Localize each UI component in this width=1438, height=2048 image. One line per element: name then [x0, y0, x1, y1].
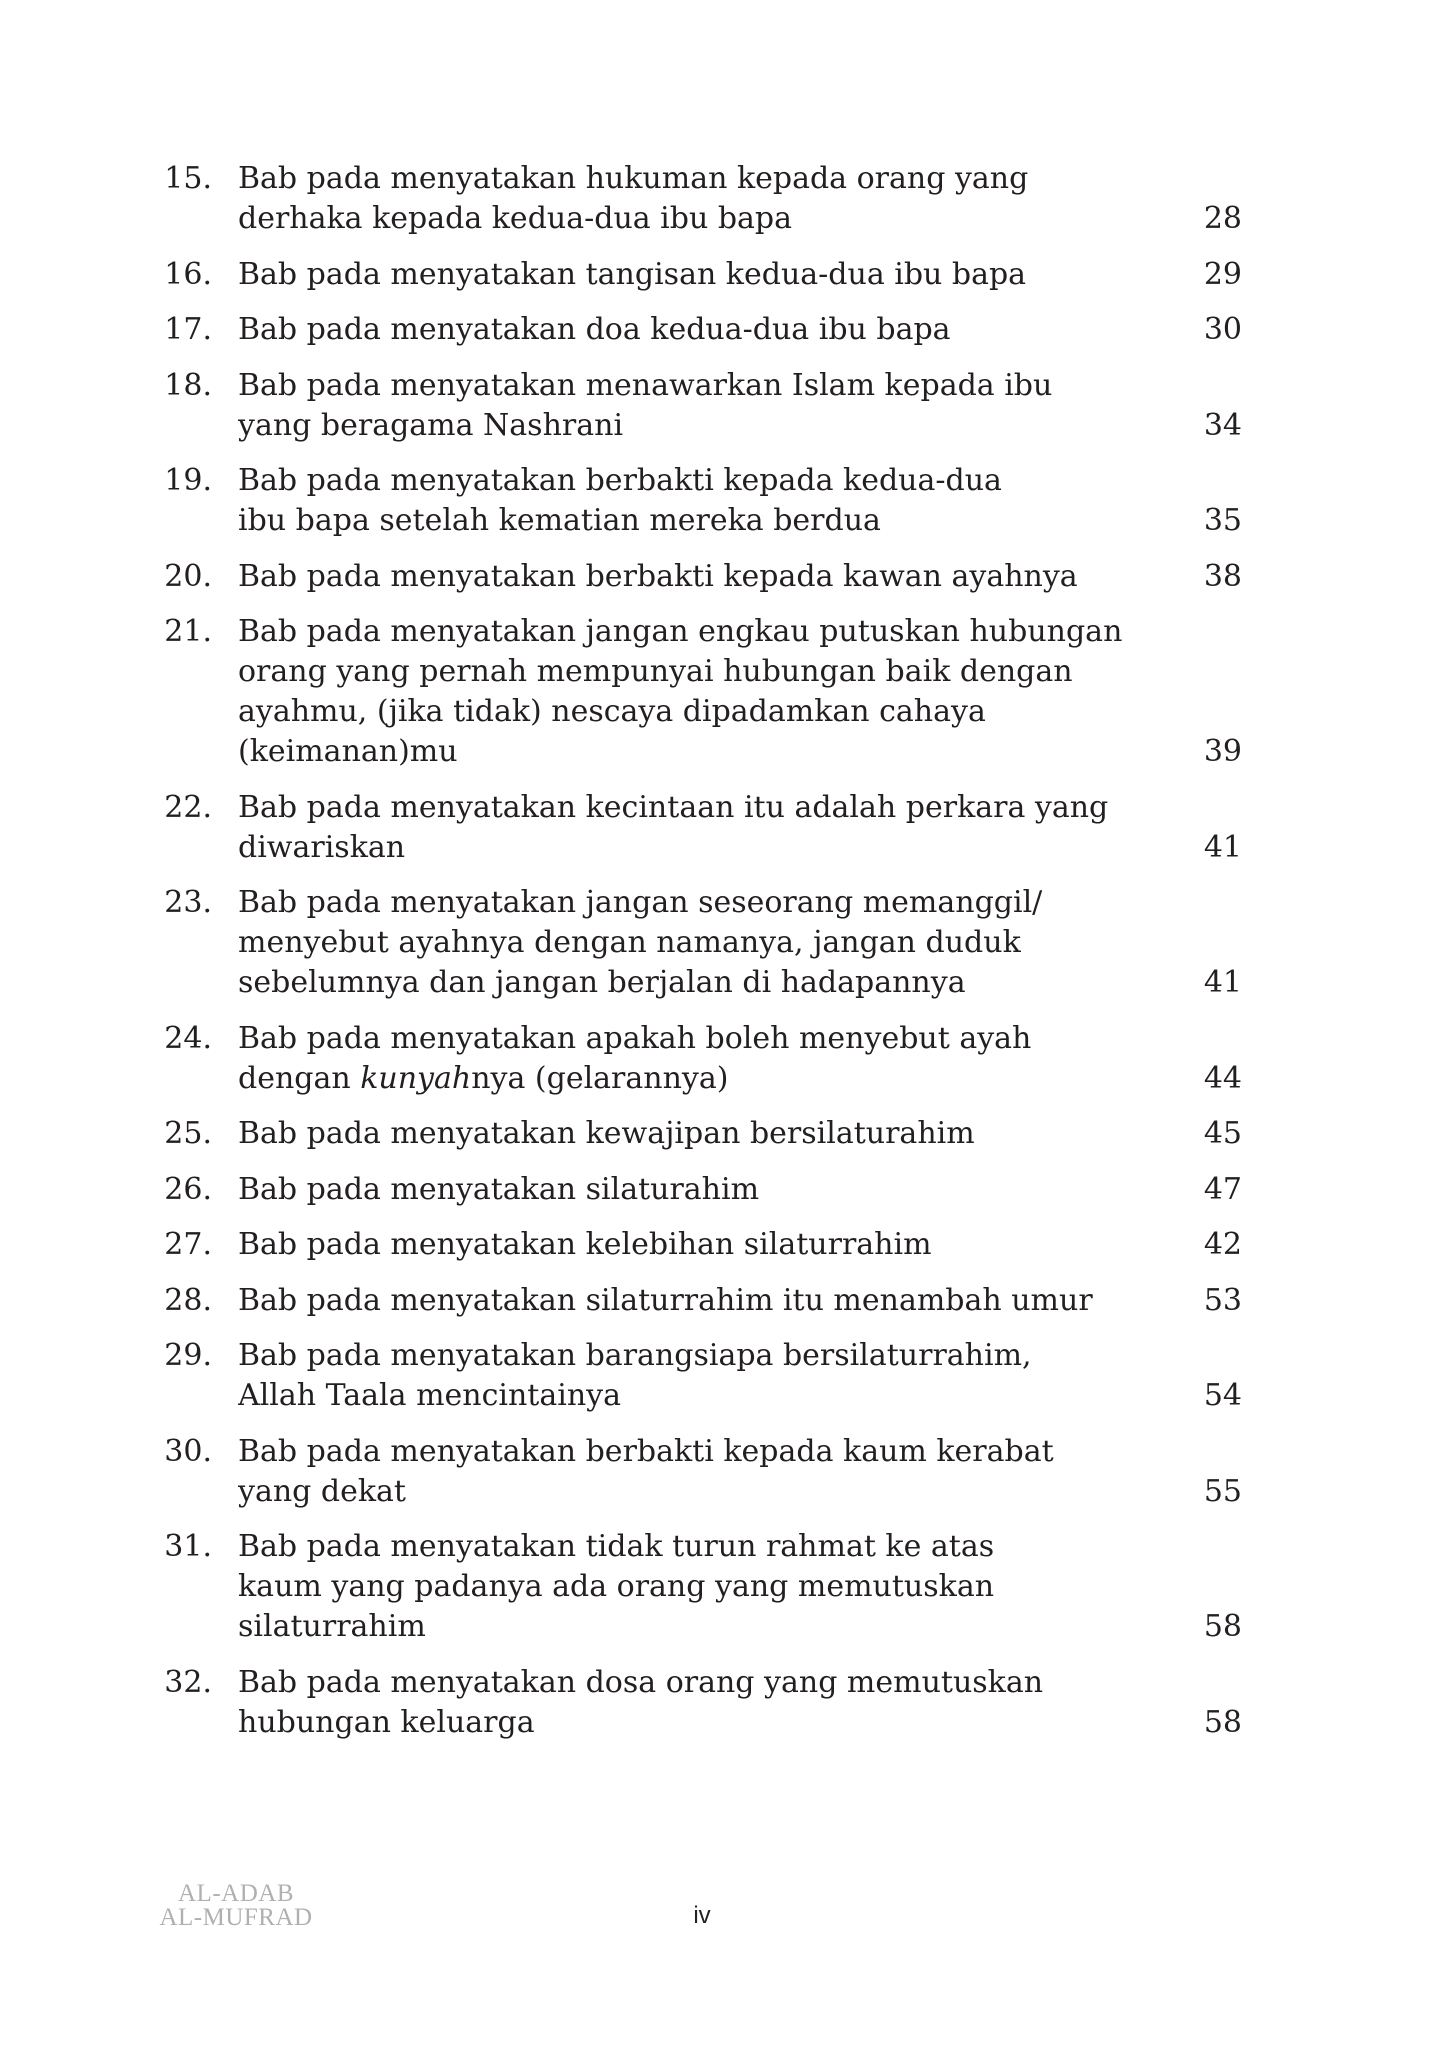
toc-entry: [154, 255, 1242, 295]
entry-page-number: 53: [1203, 1282, 1242, 1318]
toc-entry: [154, 1225, 1242, 1265]
book-title-logo: [141, 1882, 331, 1930]
toc-entry: [154, 557, 1242, 597]
entry-page-number: 30: [1203, 312, 1242, 347]
entry-page-number: 58: [1203, 1609, 1242, 1644]
entry-number: 18.: [164, 367, 212, 403]
entry-title: [238, 255, 1162, 295]
entry-page-number: 29: [1203, 256, 1242, 292]
entry-number: 22.: [164, 789, 212, 825]
entry-number: 17.: [164, 312, 212, 347]
entry-number: 21.: [164, 614, 212, 649]
entry-title-line: Bab pada menyatakan tangisan kedua-dua ibu bapa: [238, 256, 1027, 292]
entry-title-line: Bab pada menyatakan doa kedua-dua ibu bapa: [238, 312, 951, 347]
entry-title-line: menyebut ayahnya dengan namanya, jangan duduk: [238, 925, 1021, 960]
entry-title-line: Bab pada menyatakan silaturahim: [238, 1171, 760, 1207]
title-segment: dengan: [238, 1060, 361, 1096]
entry-title-line: Bab pada menyatakan jangan engkau putuskan hubungan: [238, 614, 1123, 649]
entry-title: [238, 1432, 1162, 1512]
entry-title-line: Bab pada menyatakan berbakti kepada kaum kerabat: [238, 1433, 1054, 1469]
entry-title: [238, 1336, 1162, 1416]
entry-title: [238, 159, 1162, 239]
entry-title: [238, 612, 1162, 772]
entry-title-line: derhaka kepada kedua-dua ibu bapa: [238, 201, 793, 236]
entry-page-number: 34: [1203, 407, 1242, 443]
entry-title: [238, 1114, 1162, 1154]
title-segment: nya (gelarannya): [471, 1060, 729, 1096]
entry-number: 32.: [164, 1664, 212, 1700]
entry-title: [238, 461, 1162, 541]
entry-title-line: ibu bapa setelah kematian mereka berdua: [238, 503, 881, 538]
entry-title-line: hubungan keluarga: [238, 1704, 535, 1740]
entry-title-line: [238, 1059, 1162, 1099]
entry-page-number: 35: [1203, 503, 1242, 538]
page-number: iv: [693, 1902, 711, 1929]
entry-number: 23.: [164, 885, 212, 920]
entry-page-number: 54: [1203, 1378, 1242, 1413]
toc-entry: [154, 1170, 1242, 1210]
toc-entry: [154, 1019, 1242, 1099]
entry-title-line: Allah Taala mencintainya: [238, 1378, 621, 1413]
entry-title: [238, 310, 1162, 350]
entry-title: [238, 1281, 1162, 1321]
entry-title-line: silaturrahim: [238, 1609, 426, 1644]
entry-number: 30.: [164, 1433, 212, 1469]
entry-page-number: 38: [1203, 558, 1242, 594]
logo-line-2: AL-MUFRAD: [159, 1904, 313, 1931]
entry-page-number: 47: [1203, 1171, 1242, 1207]
entry-number: 19.: [164, 463, 212, 498]
entry-page-number: 44: [1203, 1060, 1242, 1096]
entry-title-line: sebelumnya dan jangan berjalan di hadapannya: [238, 965, 966, 1000]
entry-title-line: (keimanan)mu: [238, 734, 458, 769]
entry-number: 31.: [164, 1529, 212, 1564]
toc-entry: [154, 1114, 1242, 1154]
toc-entry: [154, 310, 1242, 350]
entry-number: 24.: [164, 1020, 212, 1056]
entry-title: [238, 1527, 1162, 1647]
entry-title: [238, 557, 1162, 597]
toc-entry: [154, 1432, 1242, 1512]
entry-title-line: Bab pada menyatakan kecintaan itu adalah perkara yang: [238, 789, 1109, 825]
entry-page-number: 58: [1203, 1704, 1242, 1740]
entry-title: [238, 1019, 1162, 1099]
table-of-contents: [154, 159, 1242, 1758]
toc-entry: [154, 1281, 1242, 1321]
entry-title-line: Bab pada menyatakan dosa orang yang memutuskan: [238, 1664, 1044, 1700]
toc-entry: [154, 1527, 1242, 1647]
entry-title-line: orang yang pernah mempunyai hubungan baik dengan: [238, 654, 1073, 689]
entry-title-line: Bab pada menyatakan tidak turun rahmat ke atas: [238, 1529, 995, 1564]
entry-number: 20.: [164, 558, 212, 594]
entry-title: [238, 1170, 1162, 1210]
entry-number: 26.: [164, 1171, 212, 1207]
entry-title: [238, 883, 1162, 1003]
entry-page-number: 39: [1203, 734, 1242, 769]
entry-title-line: Bab pada menyatakan kewajipan bersilaturahim: [238, 1116, 975, 1151]
entry-title: [238, 788, 1162, 868]
entry-number: 16.: [164, 256, 212, 292]
entry-title-line: Bab pada menyatakan silaturrahim itu menambah umur: [238, 1282, 1093, 1318]
entry-title: [238, 366, 1162, 446]
entry-title-line: Bab pada menyatakan jangan seseorang memanggil/: [238, 885, 1043, 920]
toc-entry: [154, 159, 1242, 239]
entry-title-line: yang beragama Nashrani: [238, 407, 624, 443]
entry-title: [238, 1663, 1162, 1743]
entry-title-line: Bab pada menyatakan apakah boleh menyebut ayah: [238, 1020, 1032, 1056]
entry-title-line: ayahmu, (jika tidak) nescaya dipadamkan cahaya: [238, 694, 986, 729]
entry-number: 25.: [164, 1116, 212, 1151]
entry-number: 28.: [164, 1282, 212, 1318]
entry-title-line: Bab pada menyatakan menawarkan Islam kepada ibu: [238, 367, 1053, 403]
entry-title-line: diwariskan: [238, 829, 406, 865]
entry-title-line: Bab pada menyatakan berbakti kepada kedua-dua: [238, 463, 1002, 498]
toc-entry: [154, 366, 1242, 446]
entry-title: [238, 1225, 1162, 1265]
entry-page-number: 42: [1203, 1227, 1242, 1262]
toc-entry: [154, 788, 1242, 868]
entry-title-line: kaum yang padanya ada orang yang memutuskan: [238, 1569, 995, 1604]
toc-entry: [154, 612, 1242, 772]
entry-title-line: Bab pada menyatakan barangsiapa bersilaturrahim,: [238, 1338, 1032, 1373]
entry-title-line: yang dekat: [238, 1473, 406, 1509]
entry-page-number: 55: [1203, 1473, 1242, 1509]
toc-entry: [154, 1663, 1242, 1743]
entry-number: 29.: [164, 1338, 212, 1373]
entry-page-number: 41: [1203, 965, 1242, 1000]
entry-title-line: Bab pada menyatakan hukuman kepada orang yang: [238, 161, 1029, 196]
entry-page-number: 28: [1203, 201, 1242, 236]
logo-line-1: AL-ADAB: [178, 1880, 294, 1907]
entry-page-number: 41: [1203, 829, 1242, 865]
entry-title-line: Bab pada menyatakan kelebihan silaturrahim: [238, 1227, 932, 1262]
entry-title-line: Bab pada menyatakan berbakti kepada kawan ayahnya: [238, 558, 1078, 594]
entry-number: 15.: [164, 161, 212, 196]
toc-entry: [154, 1336, 1242, 1416]
toc-entry: [154, 461, 1242, 541]
italic-term: kunyah: [360, 1060, 472, 1096]
entry-number: 27.: [164, 1227, 212, 1262]
toc-entry: [154, 883, 1242, 1003]
entry-page-number: 45: [1203, 1116, 1242, 1151]
